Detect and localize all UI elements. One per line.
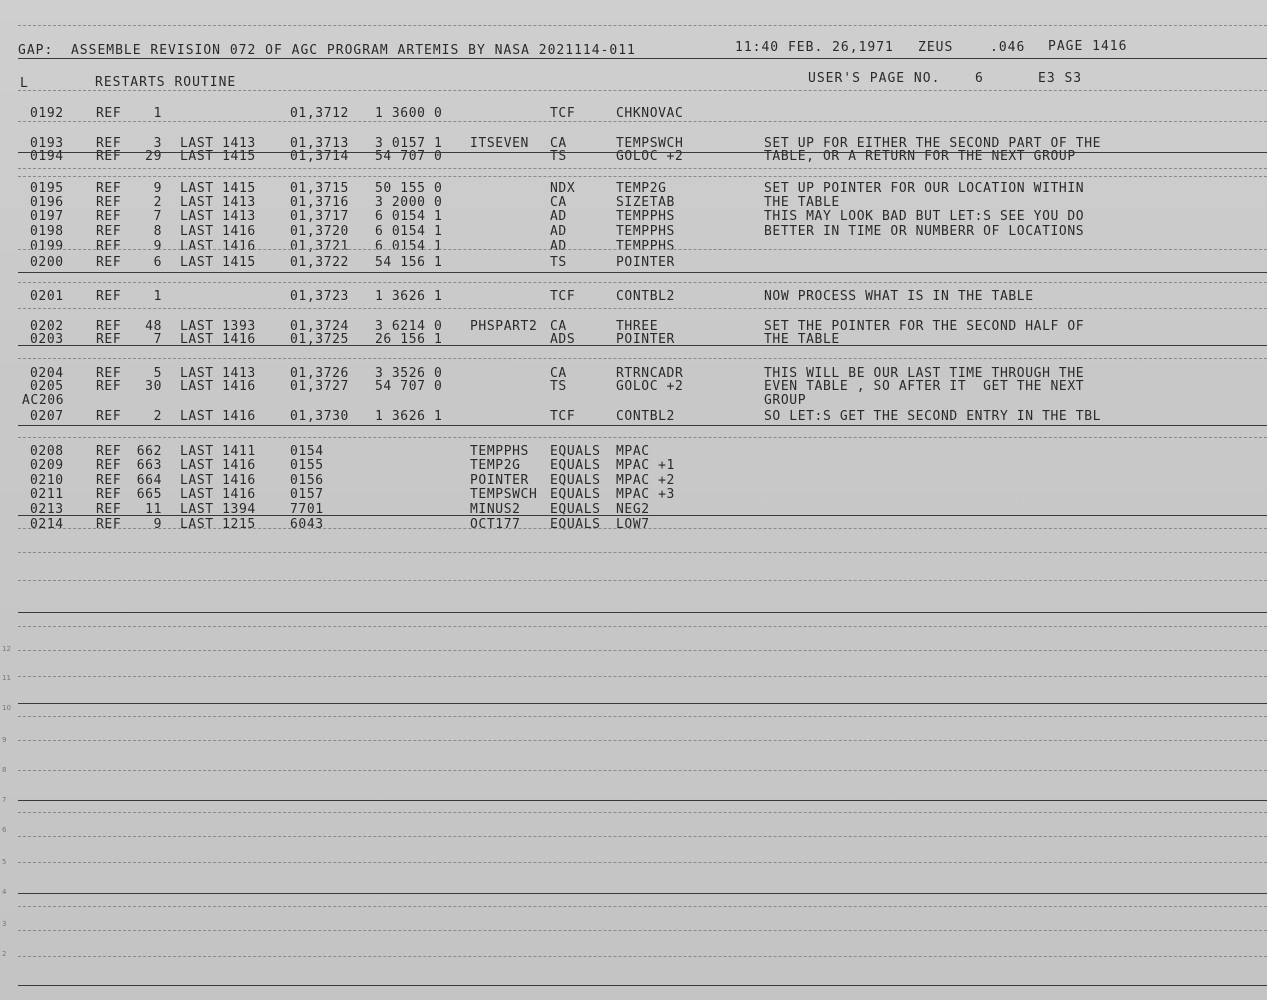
cell-operand: TEMPPHS: [616, 224, 675, 239]
cell-loc: 01,3720: [290, 224, 349, 239]
rule-line: [18, 176, 1267, 177]
margin-number: 11: [2, 674, 11, 682]
cell-refn: 1: [153, 289, 162, 304]
rule-line: [18, 893, 1267, 894]
cell-label: PHSPART2: [470, 319, 538, 334]
cell-last: LAST 1411: [180, 444, 256, 459]
cell-refn: 7: [153, 332, 162, 347]
cell-line: 0207: [30, 409, 64, 424]
cell-operand: POINTER: [616, 332, 675, 347]
cell-refn: 2: [153, 409, 162, 424]
listing-row: [0, 410, 1267, 424]
cell-op: TCF: [550, 289, 576, 304]
cell-line: 0210: [30, 473, 64, 488]
cell-line: 0192: [30, 106, 64, 121]
cell-last: LAST 1416: [180, 332, 256, 347]
cell-label: TEMPPHS: [470, 444, 529, 459]
cell-last: LAST 1416: [180, 409, 256, 424]
cell-label: OCT177: [470, 517, 521, 532]
cell-word: 6 0154 1: [375, 239, 443, 254]
listing-row: [0, 380, 1267, 394]
rule-line: [18, 580, 1267, 581]
cell-loc: 01,3715: [290, 181, 349, 196]
cell-word: 6 0154 1: [375, 224, 443, 239]
cell-loc: 01,3726: [290, 366, 349, 381]
cell-line: 0194: [30, 149, 64, 164]
rule-line: [18, 358, 1267, 359]
margin-number: 8: [2, 766, 7, 774]
cell-refn: 1: [153, 106, 162, 121]
cell-loc: 01,3721: [290, 239, 349, 254]
cell-operand: POINTER: [616, 255, 675, 270]
cell-operand: LOW7: [616, 517, 650, 532]
cell-line: 0195: [30, 181, 64, 196]
rule-line: [18, 740, 1267, 741]
cell-last: LAST 1416: [180, 473, 256, 488]
cell-line: 0214: [30, 517, 64, 532]
cell-refn: 5: [153, 366, 162, 381]
rule-line: [18, 676, 1267, 677]
rule-line: [18, 90, 1267, 91]
cell-label: TEMP2G: [470, 458, 521, 473]
rule-line: [18, 152, 1267, 153]
rule-line: [18, 425, 1267, 426]
cell-last: LAST 1416: [180, 379, 256, 394]
cell-last: LAST 1394: [180, 502, 256, 517]
cell-op: AD: [550, 239, 567, 254]
cell-comment: SET UP POINTER FOR OUR LOCATION WITHIN: [764, 181, 1085, 196]
cell-last: LAST 1413: [180, 195, 256, 210]
rule-line: [18, 956, 1267, 957]
cell-last: LAST 1413: [180, 209, 256, 224]
cell-operand: CHKNOVAC: [616, 106, 684, 121]
cell-word: 54 707 0: [375, 149, 443, 164]
cell-ref: REF: [96, 289, 122, 304]
cell-last: LAST 1416: [180, 487, 256, 502]
rule-line: [18, 282, 1267, 283]
cell-ref: REF: [96, 255, 122, 270]
cell-ref: REF: [96, 366, 122, 381]
cell-ref: REF: [96, 181, 122, 196]
cell-operand: SIZETAB: [616, 195, 675, 210]
cell-word: 3 3526 0: [375, 366, 443, 381]
cell-operand: GOLOC +2: [616, 149, 684, 164]
cell-line: 0201: [30, 289, 64, 304]
cell-ref: REF: [96, 195, 122, 210]
cell-word: 1 3626 1: [375, 409, 443, 424]
cell-operand: TEMPPHS: [616, 239, 675, 254]
cell-line: 0200: [30, 255, 64, 270]
cell-ref: REF: [96, 149, 122, 164]
listing-system: ZEUS: [918, 40, 954, 55]
listing-row: [0, 196, 1267, 210]
cell-ref: REF: [96, 209, 122, 224]
cell-refn: 7: [153, 209, 162, 224]
rule-line: [18, 528, 1267, 529]
cell-operand: TEMPPHS: [616, 209, 675, 224]
cell-ref: REF: [96, 458, 122, 473]
cell-line: 0198: [30, 224, 64, 239]
cell-line: 0205: [30, 379, 64, 394]
cell-loc: 7701: [290, 502, 324, 517]
cell-comment: GROUP: [764, 393, 807, 408]
cell-last: LAST 1413: [180, 136, 256, 151]
cell-loc: 6043: [290, 517, 324, 532]
rule-line: [18, 800, 1267, 801]
cell-op: TS: [550, 379, 567, 394]
listing-row: [0, 290, 1267, 304]
cell-ref: REF: [96, 239, 122, 254]
rule-line: [18, 249, 1267, 250]
cell-last: LAST 1416: [180, 224, 256, 239]
listing-header: GAP: ASSEMBLE REVISION 072 OF AGC PROGRAM ARTEMIS BY NASA 2021114-011: [18, 43, 636, 58]
cell-op: TS: [550, 255, 567, 270]
cell-refn: 9: [153, 181, 162, 196]
cell-word: 54 156 1: [375, 255, 443, 270]
cell-loc: 01,3723: [290, 289, 349, 304]
cell-line: AC206: [22, 393, 65, 408]
cell-operand: TEMPSWCH: [616, 136, 684, 151]
cell-comment: BETTER IN TIME OR NUMBERR OF LOCATIONS: [764, 224, 1085, 239]
cell-refn: 9: [153, 239, 162, 254]
cell-ref: REF: [96, 517, 122, 532]
cell-ref: REF: [96, 487, 122, 502]
cell-operand: MPAC +3: [616, 487, 675, 502]
cell-ref: REF: [96, 332, 122, 347]
cell-ref: REF: [96, 136, 122, 151]
cell-refn: 2: [153, 195, 162, 210]
cell-operand: NEG2: [616, 502, 650, 517]
section-marker: L: [20, 76, 29, 91]
cell-loc: 0156: [290, 473, 324, 488]
cell-comment: SET UP FOR EITHER THE SECOND PART OF THE: [764, 136, 1102, 151]
cell-op: TCF: [550, 106, 576, 121]
cell-comment: SET THE POINTER FOR THE SECOND HALF OF: [764, 319, 1085, 334]
rule-line: [18, 862, 1267, 863]
listing-row: [0, 256, 1267, 270]
cell-line: 0209: [30, 458, 64, 473]
cell-label: TEMPSWCH: [470, 487, 538, 502]
cell-loc: 01,3712: [290, 106, 349, 121]
cell-line: 0193: [30, 136, 64, 151]
cell-operand: MPAC +2: [616, 473, 675, 488]
rule-line: [18, 985, 1267, 986]
listing-row: [0, 459, 1267, 473]
cell-loc: 01,3714: [290, 149, 349, 164]
listing-row: [0, 394, 1267, 408]
margin-number: 7: [2, 796, 7, 804]
cell-ref: REF: [96, 224, 122, 239]
rule-line: [18, 770, 1267, 771]
cell-line: 0204: [30, 366, 64, 381]
cell-loc: 01,3725: [290, 332, 349, 347]
margin-number: 3: [2, 920, 7, 928]
rule-line: [18, 626, 1267, 627]
cell-op: EQUALS: [550, 444, 601, 459]
cell-comment: THIS WILL BE OUR LAST TIME THROUGH THE: [764, 366, 1085, 381]
cell-ref: REF: [96, 106, 122, 121]
cell-word: 6 0154 1: [375, 209, 443, 224]
cell-loc: 01,3713: [290, 136, 349, 151]
page-codes: E3 S3: [1038, 71, 1083, 86]
cell-op: EQUALS: [550, 502, 601, 517]
cell-comment: EVEN TABLE , SO AFTER IT GET THE NEXT: [764, 379, 1085, 394]
cell-line: 0211: [30, 487, 64, 502]
rule-line: [18, 121, 1267, 122]
rule-line: [18, 168, 1267, 169]
cell-word: 54 707 0: [375, 379, 443, 394]
margin-number: 9: [2, 736, 7, 744]
cell-refn: 8: [153, 224, 162, 239]
cell-loc: 01,3722: [290, 255, 349, 270]
cell-comment: NOW PROCESS WHAT IS IN THE TABLE: [764, 289, 1034, 304]
cell-ref: REF: [96, 379, 122, 394]
cell-operand: CONTBL2: [616, 409, 675, 424]
cell-ref: REF: [96, 319, 122, 334]
cell-refn: 29: [145, 149, 162, 164]
cell-op: TS: [550, 149, 567, 164]
cell-refn: 664: [136, 473, 162, 488]
rule-line: [18, 552, 1267, 553]
rule-line: [18, 308, 1267, 309]
cell-word: 3 2000 0: [375, 195, 443, 210]
cell-refn: 30: [145, 379, 162, 394]
listing-page: PAGE 1416: [1048, 39, 1128, 54]
cell-loc: 01,3717: [290, 209, 349, 224]
cell-line: 0196: [30, 195, 64, 210]
cell-operand: MPAC +1: [616, 458, 675, 473]
rule-line: [18, 703, 1267, 704]
cell-line: 0202: [30, 319, 64, 334]
cell-ref: REF: [96, 444, 122, 459]
margin-number: 2: [2, 950, 7, 958]
cell-label: ITSEVEN: [470, 136, 529, 151]
cell-loc: 0155: [290, 458, 324, 473]
cell-loc: 0157: [290, 487, 324, 502]
cell-line: 0199: [30, 239, 64, 254]
listing-row: [0, 225, 1267, 239]
cell-line: 0213: [30, 502, 64, 517]
margin-number: 10: [2, 704, 11, 712]
users-page-number: 6: [975, 71, 984, 86]
cell-last: LAST 1416: [180, 239, 256, 254]
rule-line: [18, 812, 1267, 813]
cell-operand: MPAC: [616, 444, 650, 459]
cell-comment: TABLE, OR A RETURN FOR THE NEXT GROUP: [764, 149, 1076, 164]
listing-row: [0, 107, 1267, 121]
cell-loc: 01,3730: [290, 409, 349, 424]
cell-loc: 01,3716: [290, 195, 349, 210]
cell-op: EQUALS: [550, 487, 601, 502]
cell-op: NDX: [550, 181, 576, 196]
cell-refn: 665: [136, 487, 162, 502]
rule-line: [18, 836, 1267, 837]
cell-operand: THREE: [616, 319, 659, 334]
section-title: RESTARTS ROUTINE: [95, 75, 237, 90]
cell-op: EQUALS: [550, 473, 601, 488]
cell-op: EQUALS: [550, 458, 601, 473]
listing-timestamp: 11:40 FEB. 26,1971: [735, 40, 894, 55]
cell-word: 50 155 0: [375, 181, 443, 196]
cell-refn: 662: [136, 444, 162, 459]
cell-last: LAST 1413: [180, 366, 256, 381]
listing-row: [0, 445, 1267, 459]
margin-number: 5: [2, 858, 7, 866]
cell-refn: 9: [153, 517, 162, 532]
cell-last: LAST 1415: [180, 181, 256, 196]
rule-line: [18, 716, 1267, 717]
cell-refn: 48: [145, 319, 162, 334]
cell-operand: RTRNCADR: [616, 366, 684, 381]
cell-word: 26 156 1: [375, 332, 443, 347]
cell-word: 3 6214 0: [375, 319, 443, 334]
rule-line: [18, 515, 1267, 516]
cell-line: 0197: [30, 209, 64, 224]
cell-comment: THE TABLE: [764, 195, 840, 210]
listing-seq: .046: [990, 40, 1026, 55]
cell-op: CA: [550, 319, 567, 334]
cell-comment: THIS MAY LOOK BAD BUT LET:S SEE YOU DO: [764, 209, 1085, 224]
cell-line: 0208: [30, 444, 64, 459]
rule-line: [18, 345, 1267, 346]
rule-line: [18, 906, 1267, 907]
rule-line: [18, 272, 1267, 273]
cell-op: EQUALS: [550, 517, 601, 532]
listing-row: [0, 210, 1267, 224]
cell-refn: 11: [145, 502, 162, 517]
cell-op: TCF: [550, 409, 576, 424]
cell-last: LAST 1416: [180, 458, 256, 473]
cell-refn: 3: [153, 136, 162, 151]
cell-ref: REF: [96, 473, 122, 488]
cell-loc: 01,3724: [290, 319, 349, 334]
margin-number: 12: [2, 645, 11, 653]
cell-last: LAST 1415: [180, 149, 256, 164]
margin-number: 4: [2, 888, 7, 896]
cell-op: ADS: [550, 332, 576, 347]
cell-last: LAST 1215: [180, 517, 256, 532]
rule-line: [18, 25, 1267, 26]
cell-last: LAST 1393: [180, 319, 256, 334]
margin-number: 6: [2, 826, 7, 834]
listing-row: [0, 240, 1267, 254]
cell-op: CA: [550, 366, 567, 381]
cell-op: CA: [550, 195, 567, 210]
cell-word: 1 3626 1: [375, 289, 443, 304]
listing-row: [0, 474, 1267, 488]
cell-operand: CONTBL2: [616, 289, 675, 304]
cell-ref: REF: [96, 409, 122, 424]
cell-refn: 6: [153, 255, 162, 270]
listing-row: [0, 182, 1267, 196]
cell-label: POINTER: [470, 473, 529, 488]
rule-line: [18, 612, 1267, 613]
cell-line: 0203: [30, 332, 64, 347]
cell-refn: 663: [136, 458, 162, 473]
cell-label: MINUS2: [470, 502, 521, 517]
rule-line: [18, 930, 1267, 931]
cell-word: 3 0157 1: [375, 136, 443, 151]
rule-line: [18, 650, 1267, 651]
listing-row: [0, 518, 1267, 532]
cell-op: CA: [550, 136, 567, 151]
cell-loc: 0154: [290, 444, 324, 459]
cell-operand: GOLOC +2: [616, 379, 684, 394]
cell-last: LAST 1415: [180, 255, 256, 270]
cell-comment: THE TABLE: [764, 332, 840, 347]
cell-op: AD: [550, 224, 567, 239]
cell-comment: SO LET:S GET THE SECOND ENTRY IN THE TBL: [764, 409, 1102, 424]
cell-word: 1 3600 0: [375, 106, 443, 121]
rule-line: [18, 437, 1267, 438]
users-page-label: USER'S PAGE NO.: [808, 71, 941, 86]
cell-ref: REF: [96, 502, 122, 517]
cell-op: AD: [550, 209, 567, 224]
cell-operand: TEMP2G: [616, 181, 667, 196]
cell-loc: 01,3727: [290, 379, 349, 394]
listing-row: [0, 488, 1267, 502]
rule-line: [18, 58, 1267, 59]
